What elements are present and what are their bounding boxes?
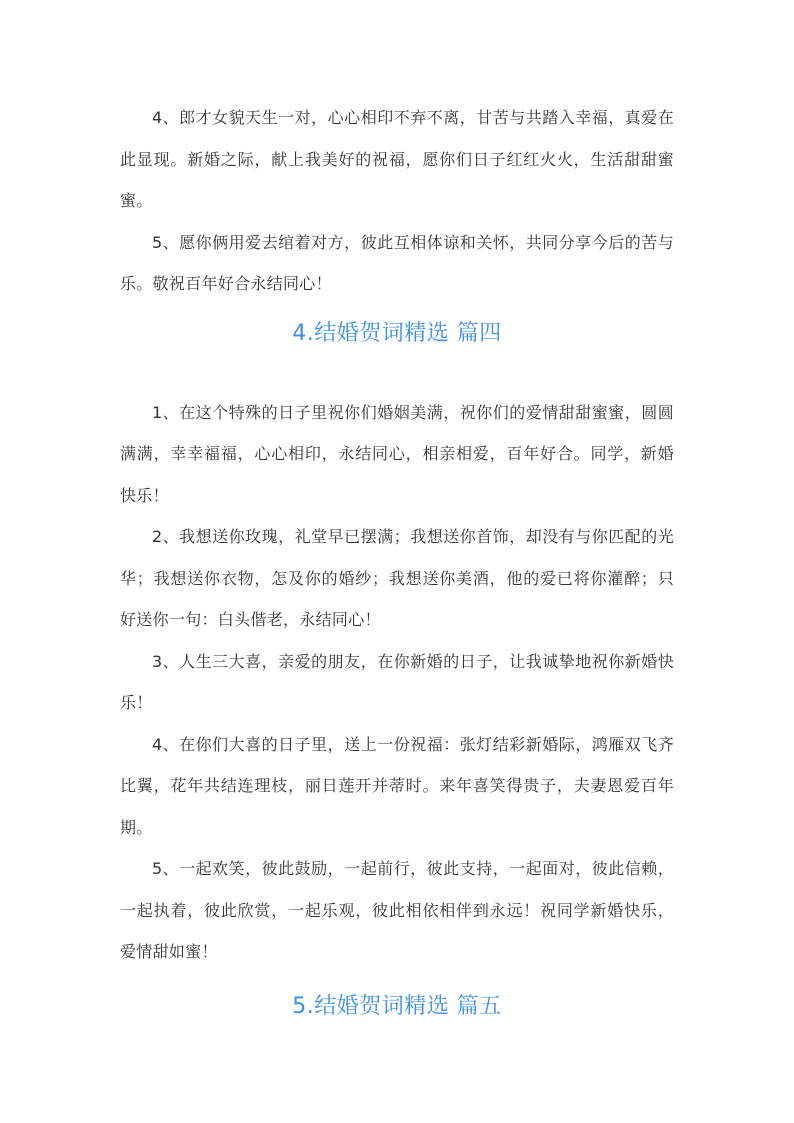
section4-paragraph-2: 2、我想送你玫瑰，礼堂早已摆满；我想送你首饰，却没有与你匹配的光华；我想送你衣物，怎及你的婚纱；我想送你美酒，他的爱已将你灌醉；只好送你一句：白头偕老，永结同心！: [120, 527, 674, 629]
document-body: [120, 97, 674, 1036]
section-heading-5: 5.结婚贺词精选 篇五: [292, 993, 502, 1019]
section4-paragraph-4: 4、在你们大喜的日子里，送上一份祝福：张灯结彩新婚际，鸿雁双飞齐比翼，花年共结连理枝，丽日莲开并蒂时。来年喜笑得贵子，夫妻恩爱百年期。: [120, 734, 674, 837]
section4-paragraph-3: 3、人生三大喜，亲爱的朋友，在你新婚的日子，让我诚挚地祝你新婚快乐！: [120, 651, 674, 712]
section4-paragraph-1: 1、在这个特殊的日子里祝你们婚姻美满，祝你们的爱情甜甜蜜蜜，圆圆满满，幸幸福福，心心相印，永结同心，相亲相爱，百年好合。同学，新婚快乐！: [120, 402, 674, 505]
section4-paragraph-5: 5、一起欢笑，彼此鼓励，一起前行，彼此支持，一起面对，彼此信赖，一起执着，彼此欣赏，一起乐观，彼此相依相伴到永远！祝同学新婚快乐，爱情甜如蜜！: [120, 859, 674, 961]
section-heading-4: 4.结婚贺词精选 篇四: [292, 320, 502, 346]
paragraph-item-5: 5、愿你俩用爱去绾着对方，彼此互相体谅和关怀，共同分享今后的苦与乐。敬祝百年好合永结同心！: [120, 232, 674, 293]
paragraph-item-4: 4、郎才女貌天生一对，心心相印不弃不离，甘苦与共踏入幸福，真爱在此显现。新婚之际，献上我美好的祝福，愿你们日子红红火火，生活甜甜蜜蜜。: [120, 108, 674, 210]
